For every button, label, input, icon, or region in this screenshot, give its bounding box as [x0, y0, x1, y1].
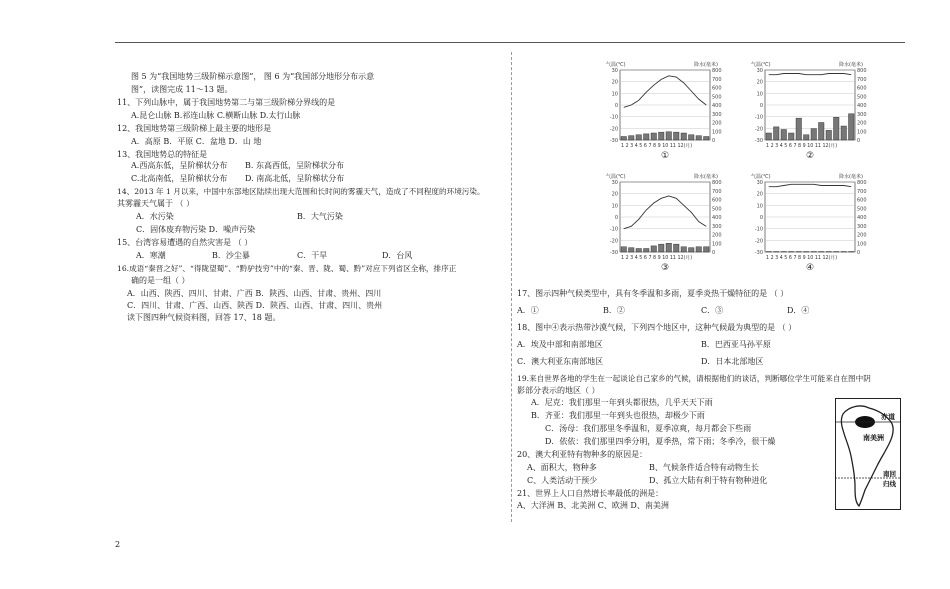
question-17-option-d: D．④: [787, 306, 810, 315]
chart-number-label: ④: [805, 263, 815, 273]
temp-tick-label: -10: [609, 226, 618, 233]
temp-tick-label: 20: [756, 79, 763, 86]
climate-chart-1: [598, 58, 738, 166]
question-18-option-a: A．埃及中部和南部地区: [517, 340, 603, 349]
precip-tick-label: 600: [857, 197, 867, 204]
precipitation-bar: [681, 133, 687, 140]
question-12: 12、我国地势第三级阶梯上最主要的地形是: [117, 124, 272, 133]
chart-number-label: ③: [660, 263, 670, 273]
question-19-line-2: 影部分表示的地区（ ）: [517, 386, 600, 395]
precip-tick-label: 0: [857, 138, 861, 144]
temp-tick-label: -30: [609, 138, 618, 144]
question-11-options: A.昆仑山脉 B.祁连山脉 C.横断山脉 D.太行山脉: [131, 111, 301, 120]
chart-number-label: ①: [660, 151, 670, 161]
question-16-options-cd: C．四川、甘肃、广西、山西、陕西 D．陕西、山西、甘肃、四川、贵州: [127, 301, 383, 310]
precip-tick-label: 300: [712, 111, 722, 118]
precip-tick-label: 700: [857, 76, 867, 83]
precipitation-bar: [834, 117, 840, 140]
precipitation-bar: [651, 246, 657, 252]
precip-tick-label: 600: [712, 197, 722, 204]
question-15-option-a: A．寒潮: [136, 251, 166, 260]
temp-tick-label: -30: [754, 138, 763, 144]
precipitation-bar: [659, 132, 665, 140]
precip-tick-label: 500: [712, 206, 722, 213]
temp-tick-label: -10: [754, 226, 763, 233]
precip-tick-label: 400: [857, 215, 867, 221]
precipitation-bar: [774, 127, 780, 140]
precipitation-bar: [789, 133, 795, 140]
precip-tick-label: 600: [857, 85, 867, 92]
temp-axis-label: 气温(℃): [751, 174, 771, 180]
month-tick-labels: 1 2 3 4 5 6 7 8 9 10 11 12(月): [621, 144, 693, 149]
question-20-option-d: D、孤立大陆有利于特有物种进化: [649, 476, 768, 485]
temp-tick-label: -30: [754, 250, 763, 256]
question-15: 15、台湾容易遭遇的自然灾害是 （ ）: [117, 238, 253, 247]
south-america-map: [835, 398, 901, 510]
precip-tick-label: 0: [712, 250, 716, 256]
question-16-line-2: 确的是一组（ ）: [131, 276, 190, 285]
precipitation-bar: [621, 247, 627, 252]
question-19-option-b: B．齐亚：我们那里一年到头也很热，却极少下雨: [531, 411, 705, 420]
precip-tick-label: 500: [857, 206, 867, 213]
intro-line-1: 图 5 为“我国地势三级阶梯示意图”， 图 6 为“我国部分地形分布示意: [131, 72, 375, 81]
question-17-option-a: A．①: [517, 306, 539, 315]
precip-tick-label: 100: [857, 241, 867, 248]
temp-axis-label: 气温(℃): [606, 174, 626, 180]
question-13-option-b: B. 东高西低，呈阶梯状分布: [245, 161, 344, 170]
precip-tick-label: 400: [712, 103, 722, 109]
precip-tick-label: 800: [712, 68, 722, 74]
precipitation-bar: [696, 136, 702, 140]
temp-tick-label: 30: [756, 180, 763, 186]
precip-tick-label: 200: [857, 120, 867, 127]
temp-tick-label: 0: [614, 103, 618, 109]
column-divider: [511, 52, 512, 522]
temp-tick-label: -10: [754, 114, 763, 121]
question-16-options-ab: A．山西、陕西、四川、甘肃、广西 B．陕西、山西、甘肃、贵州、四川: [127, 289, 382, 298]
question-19-option-d: D．依依：我们那里四季分明，夏季热，常下雨；冬季冷，很干燥: [545, 437, 776, 446]
precip-tick-label: 100: [712, 129, 722, 136]
precip-tick-label: 500: [857, 94, 867, 101]
question-17-option-b: B．②: [603, 306, 625, 315]
precipitation-bar: [666, 132, 672, 140]
climate-chart-3: [598, 170, 738, 278]
precipitation-bar: [689, 248, 695, 252]
precip-axis-label: 降水(毫米): [839, 62, 863, 68]
temp-tick-label: 30: [756, 68, 763, 74]
question-17-option-c: C．③: [701, 306, 724, 315]
precipitation-bar: [841, 126, 847, 140]
precip-tick-label: 0: [712, 138, 716, 144]
precipitation-bar: [644, 134, 650, 140]
precip-tick-label: 100: [712, 241, 722, 248]
question-18-option-c: C．澳大利亚东南部地区: [517, 357, 604, 366]
question-16-line-1: 16.成语“秦晋之好”、“得陇望蜀”、“黔驴技穷”中的“秦、晋、陇、蜀、黔”对应下列省区全称，排序正: [117, 264, 457, 273]
precip-tick-label: 0: [857, 250, 861, 256]
question-14-option-cd: C．固体废弃物污染 D．噪声污染: [136, 225, 256, 234]
precipitation-bar: [781, 130, 787, 141]
temp-tick-label: 10: [756, 203, 763, 210]
precipitation-bar: [651, 133, 657, 140]
precip-tick-label: 600: [712, 85, 722, 92]
precip-tick-label: 200: [712, 120, 722, 127]
precipitation-bar: [674, 132, 680, 140]
precipitation-bar: [674, 244, 680, 252]
charts-instruction: 读下图四种气候资料图，回答 17、18 题。: [127, 313, 281, 322]
question-13-option-d: D. 南高北低，呈阶梯状分布: [245, 174, 345, 183]
precip-tick-label: 800: [857, 68, 867, 74]
precipitation-bar: [696, 247, 702, 252]
precip-tick-label: 400: [857, 103, 867, 109]
question-14-line-1: 14、2013 年 1 月以来，中国中东部地区陆续出现大范围和长时间的雾霾天气，造成了不同程度的环境污染。: [117, 187, 485, 196]
question-12-options: A．高原 B．平原 C．盆地 D．山 地: [131, 137, 262, 146]
map-label-tropic-1: 南回: [883, 470, 896, 478]
precipitation-bar: [636, 135, 642, 140]
intro-line-2: 图”，读图完成 11～13 题。: [131, 85, 233, 94]
temp-tick-label: -20: [609, 126, 618, 133]
map-label-south-america: 南美洲: [863, 434, 884, 442]
question-13-option-c: C.北高南低，呈阶梯状分布: [131, 174, 228, 183]
question-14-option-b: B．大气污染: [297, 212, 343, 221]
question-15-option-b: B．沙尘暴: [212, 251, 250, 260]
question-19-line-1: 19.来自世界各地的学生在一起谈论自己家乡的气候，请根据他们的谈话，判断哪位学生可能来自在图中阴: [517, 374, 871, 383]
precip-tick-label: 200: [712, 232, 722, 239]
question-14-option-a: A．水污染: [136, 212, 174, 221]
precip-tick-label: 300: [857, 111, 867, 118]
question-18-option-d: D．日本北部地区: [701, 357, 764, 366]
precip-tick-label: 500: [712, 94, 722, 101]
precipitation-bar: [849, 114, 855, 140]
question-20-option-c: C、人类活动干预少: [527, 476, 598, 485]
temp-tick-label: -20: [754, 238, 763, 245]
temp-tick-label: 10: [611, 91, 618, 98]
header-rule: [115, 42, 905, 43]
page-number: 2: [115, 540, 121, 549]
question-13-option-a: A.西高东低，呈阶梯状分布: [131, 161, 228, 170]
precipitation-bar: [629, 248, 635, 252]
temp-tick-label: 30: [611, 68, 618, 74]
month-tick-labels: 1 2 3 4 5 6 7 8 9 10 11 12(月): [621, 256, 693, 261]
precipitation-bar: [796, 118, 802, 140]
precipitation-bar: [766, 133, 772, 140]
temp-tick-label: 10: [611, 203, 618, 210]
precip-tick-label: 700: [712, 76, 722, 83]
map-label-tropic-2: 归线: [883, 480, 896, 488]
precipitation-bar: [704, 137, 710, 141]
climate-chart-4: [743, 170, 883, 278]
temp-tick-label: 20: [756, 191, 763, 198]
temp-tick-label: -10: [609, 114, 618, 121]
temp-tick-label: 30: [611, 180, 618, 186]
precip-tick-label: 400: [712, 215, 722, 221]
precip-tick-label: 300: [857, 223, 867, 230]
precipitation-bar: [636, 249, 642, 253]
precip-tick-label: 800: [712, 180, 722, 186]
precip-axis-label: 降水(毫米): [694, 174, 718, 180]
precip-axis-label: 降水(毫米): [694, 62, 718, 68]
temp-tick-label: 0: [759, 215, 763, 221]
month-tick-labels: 1 2 3 4 5 6 7 8 9 10 11 12(月): [766, 144, 838, 149]
precipitation-bar: [659, 244, 665, 252]
precipitation-bar: [689, 135, 695, 140]
temp-tick-label: 20: [611, 191, 618, 198]
temp-tick-label: 0: [759, 103, 763, 109]
map-label-equator: 赤道: [881, 413, 895, 421]
temp-tick-label: -20: [609, 238, 618, 245]
precipitation-bar: [644, 249, 650, 253]
question-19-option-c: C．汤母：我们那里冬季温和，夏季凉爽，每月都会下些雨: [545, 424, 752, 433]
question-21: 21、世界上人口自然增长率最低的洲是：: [517, 489, 664, 498]
precipitation-bar: [681, 247, 687, 252]
question-17: 17、图示四种气候类型中，具有冬季温和多雨，夏季炎热干燥特征的是 （ ）: [517, 289, 789, 298]
temp-tick-label: 10: [756, 91, 763, 98]
temp-tick-label: -30: [609, 250, 618, 256]
precip-tick-label: 800: [857, 180, 867, 186]
precip-tick-label: 100: [857, 129, 867, 136]
precip-axis-label: 降水(毫米): [839, 174, 863, 180]
climate-chart-2: [743, 58, 883, 166]
precipitation-bar: [811, 129, 817, 140]
question-15-option-c: C．干旱: [297, 251, 328, 260]
question-20-option-b: B、气候条件适合特有动物生长: [649, 463, 759, 472]
temp-axis-label: 气温(℃): [606, 62, 626, 68]
question-20-option-a: A、面积大，物种多: [527, 463, 597, 472]
question-21-options: A、大洋洲 B、北美洲 C、欧洲 D、南美洲: [517, 501, 669, 510]
question-18: 18、图中④表示热带沙漠气候，下列四个地区中，这种气候最为典型的是 （ ）: [517, 323, 797, 332]
chart-number-label: ②: [805, 151, 815, 161]
question-15-option-d: D．台风: [382, 251, 413, 260]
precipitation-bar: [826, 130, 832, 140]
precipitation-bar: [819, 123, 825, 141]
precipitation-bar: [666, 243, 672, 252]
precip-tick-label: 700: [857, 188, 867, 195]
question-13: 13、我国地势总的特征是: [117, 150, 208, 159]
question-11: 11、下列山脉中，属于我国地势第二与第三级阶梯分界线的是: [117, 98, 336, 107]
question-20: 20、澳大利亚特有物种多的原因是：: [517, 450, 648, 459]
precipitation-bar: [704, 247, 710, 252]
question-18-option-b: B．巴西亚马孙平原: [701, 340, 771, 349]
temp-tick-label: 20: [611, 79, 618, 86]
question-14-line-2: 其雾霾天气属于 （ ）: [117, 199, 195, 208]
temp-tick-label: -20: [754, 126, 763, 133]
month-tick-labels: 1 2 3 4 5 6 7 8 9 10 11 12(月): [766, 256, 838, 261]
temp-axis-label: 气温(℃): [751, 62, 771, 68]
precipitation-bar: [629, 136, 635, 140]
precipitation-bar: [621, 137, 627, 141]
precip-tick-label: 200: [857, 232, 867, 239]
precipitation-bar: [804, 135, 810, 140]
precip-tick-label: 700: [712, 188, 722, 195]
question-19-option-a: A．尼克：我们那里一年到头都很热，几乎天天下雨: [531, 398, 713, 407]
temp-tick-label: 0: [614, 215, 618, 221]
precip-tick-label: 300: [712, 223, 722, 230]
